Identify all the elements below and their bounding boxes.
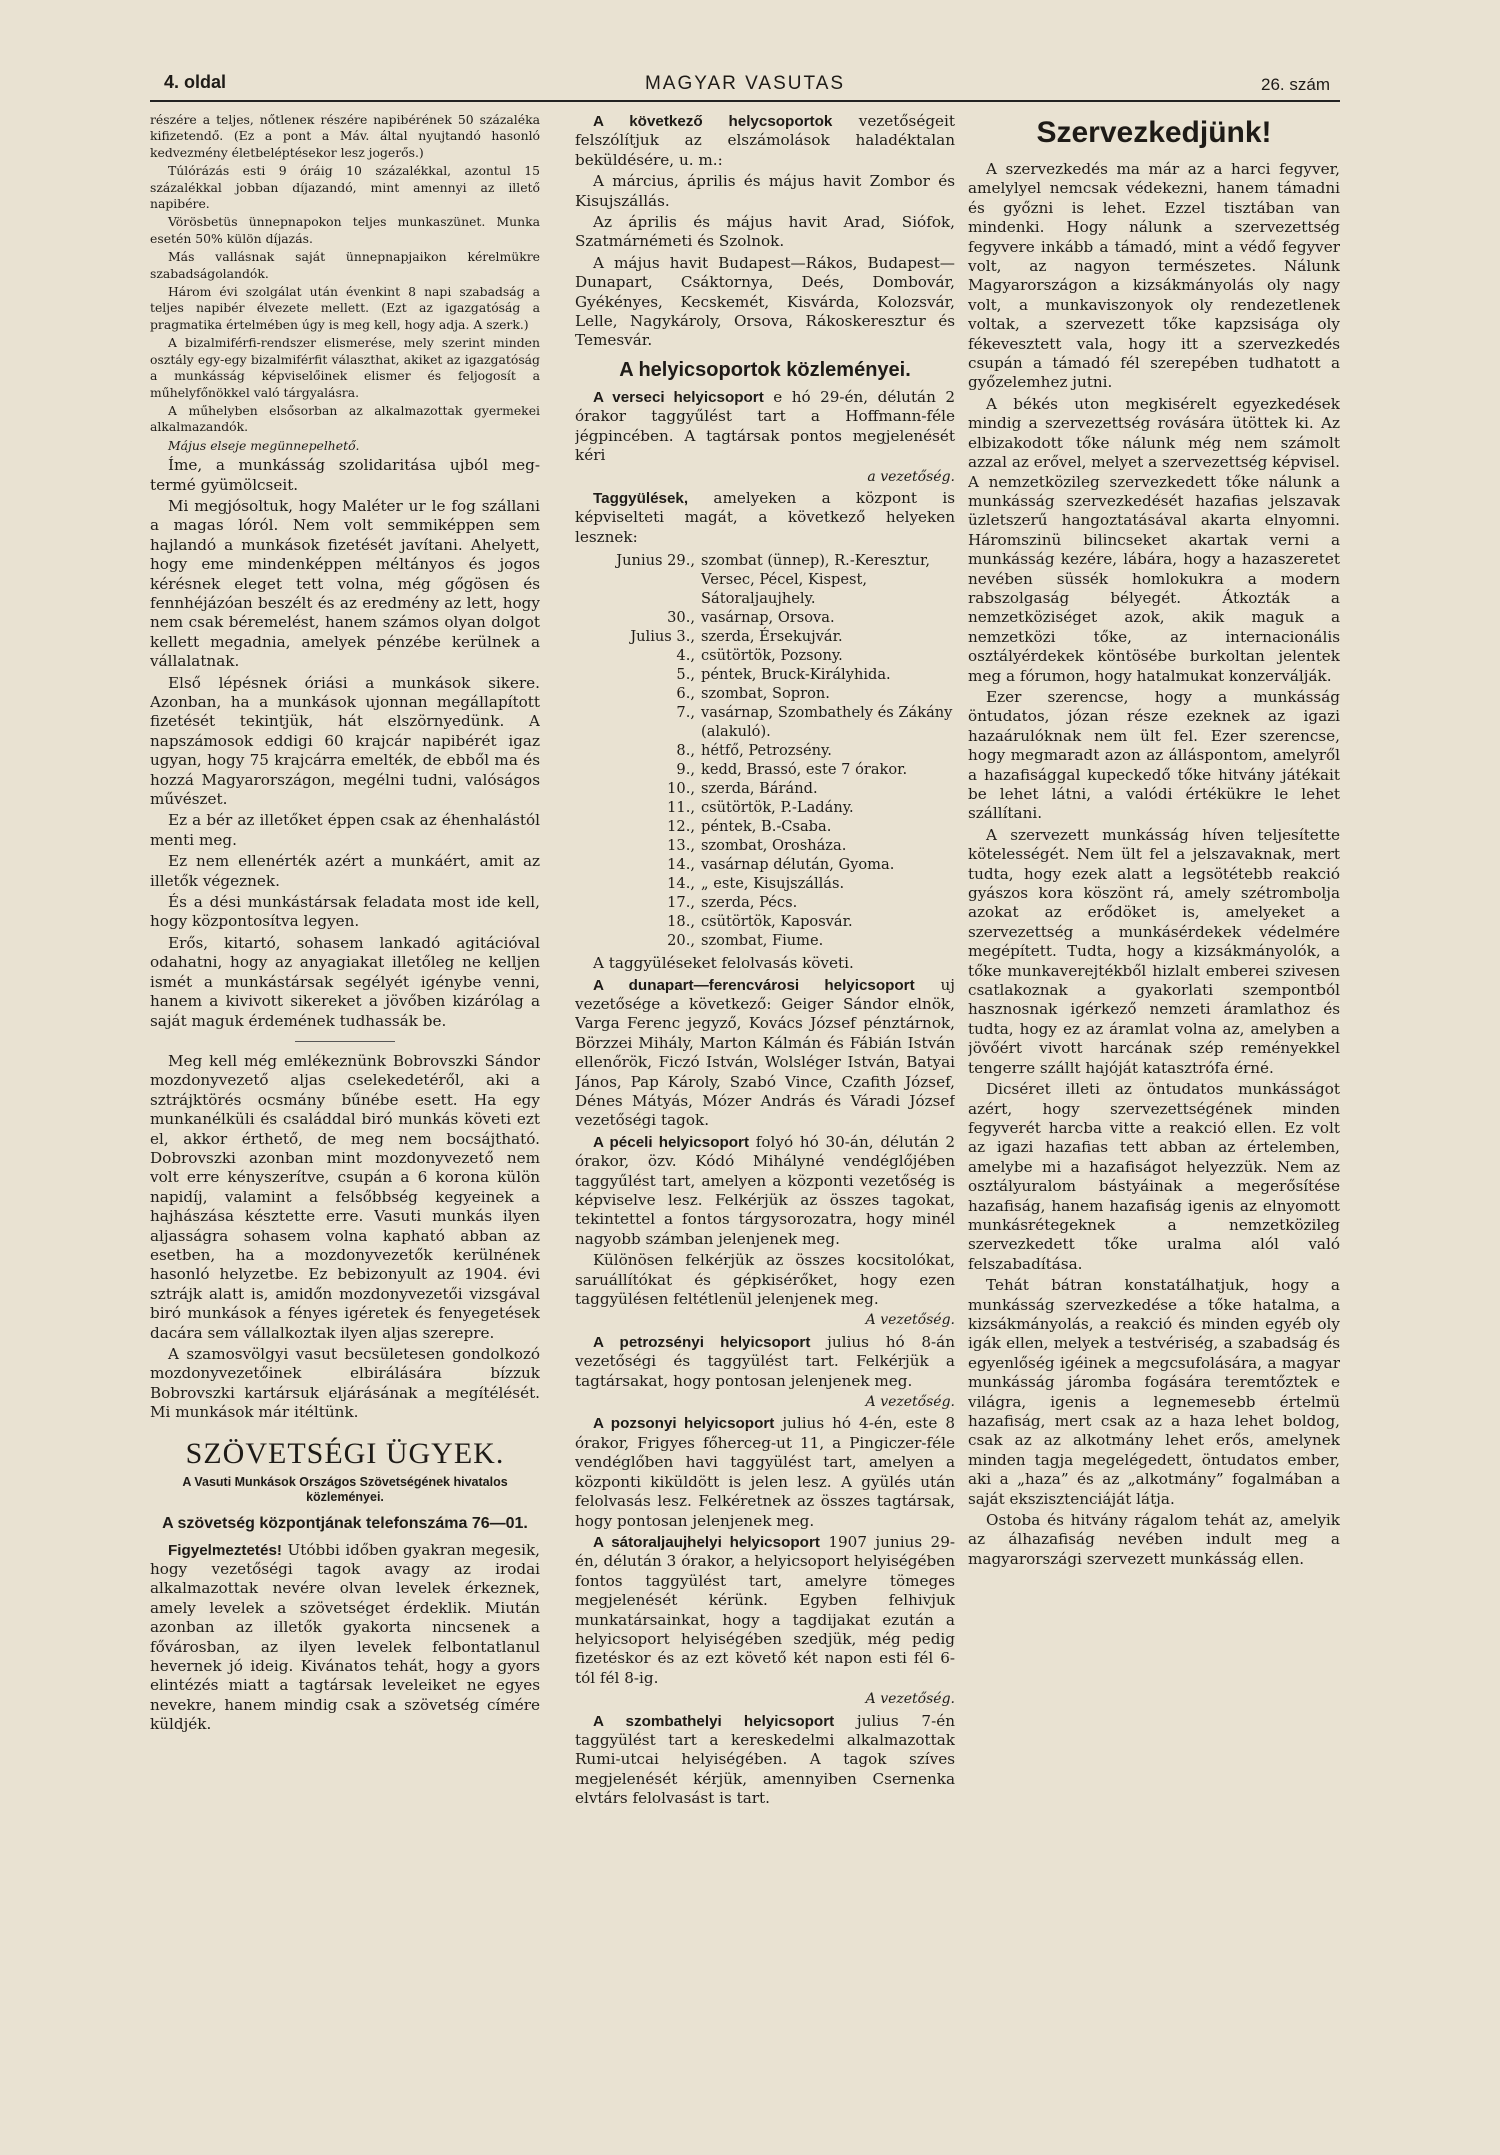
group-notice — [575, 1333, 955, 1391]
schedule-event: vasárnap, Orsova. — [701, 609, 835, 627]
schedule-date: 10., — [667, 780, 695, 798]
article-paragraph: Ezer szerencse, hogy a munkásság öntudatos, józan része ezeknek az igazi hazaárulóknak nem ült fel. Ezer szerencse, hogy megmaradt azon az álláspontom, amelyről a hazafisággal kupeckedő tőke hitvány játékait be lehet látni, a valódi értékükre le lehet szállítani. — [968, 687, 1340, 823]
schedule-date: Julius 3., — [630, 628, 695, 646]
schedule-row — [575, 684, 955, 703]
schedule-row — [575, 665, 955, 684]
article-title: Szervezkedjünk! — [1036, 116, 1272, 149]
group-notice — [575, 388, 955, 466]
schedule-row — [575, 608, 955, 627]
article-paragraph: Ez nem ellenérték azért a munkáért, amit az illetők végeznek. — [150, 852, 540, 890]
schedule-row — [575, 912, 955, 931]
group-heading: A dunapart—ferencvárosi helyicsoport — [593, 976, 915, 994]
page-number: 4. oldal — [164, 72, 227, 92]
schedule-event: vasárnap, Szombathely és Zákány (alakuló). — [701, 704, 953, 741]
article-paragraph: Első lépésnek óriási a munkások sikere. Azonban, ha a munkások ujonnan megállapított fizetését tekintjük, hát elszörnyedünk. A napszámosok eddigi 60 krajcár napibérét igaz ugyan, hogy 75 krajcárra emelték, de ebből ma és hozzá Magyarországon, megélni tudni, valóságos művészet. — [150, 673, 540, 809]
signature: A vezetőség. — [865, 1691, 955, 1708]
group-text: e hó 29-én, délután 2 órakor taggyűlést tart a Hoffmann-féle jégpincében. A tagtársak pontos megjelenését kéri — [575, 387, 955, 465]
signature: A vezetőség. — [865, 1312, 955, 1329]
schedule-date: 18., — [667, 913, 695, 931]
group-heading: A péceli helyicsoport — [593, 1133, 750, 1151]
schedule-date: 30., — [667, 609, 695, 627]
notice-text: vezetőségeit felszólítjuk az elszámolások haladéktalan beküldésére, u. m.: — [575, 112, 955, 169]
article-paragraph: Tehát bátran konstatálhatjuk, hogy a munkásság szervezkedése a tőke hatalma, a kizsákmányolás, a reakció és minden egyéb oly igák ellen, melyek a testvériség, a szabadság és egyenlőség igéinek a megcsufolására, a magyar munkásság járomba fogására teremtőztek e világra, igenis a legnemesebb értelmü hazafiság, mert csak az a haza lehet boldog, csak az az alkotmány lehet erős, amelynek minden tagja megelégedett, öntudatos ember, aki a „haza” és az „alkotmány” fogalmában a saját ekszisztenciáját látja. — [968, 1276, 1340, 1508]
group-text: amelyeken a központ is képviselteti magát, a következő helyeken lesznek: — [575, 488, 955, 546]
schedule-row — [575, 931, 955, 950]
schedule-event: szombat, Orosháza. — [701, 837, 847, 855]
schedule-date: 9., — [676, 761, 695, 779]
schedule-event: szerda, Érsekujvár. — [701, 628, 843, 646]
schedule-date: 6., — [676, 685, 695, 703]
schedule-event: szombat, Fiume. — [701, 932, 824, 950]
group-notice: Különösen felkérjük az összes kocsitolókat, saruállítókat és gépkisérőket, hogy ezen taggyülésen feltétlenül jelenjenek meg. — [575, 1251, 955, 1309]
demand-item: részére a teljes, nőtleneк részére napibérének 50 százaléka kifizetendő. (Ez a pont a Máv. által nyujtandó hasonló kedvezmény életbeléptésekor lesz jogerős.) — [150, 112, 540, 160]
schedule-event: csütörtök, P.-Ladány. — [701, 799, 854, 817]
group-heading: A petrozsényi helyicsoport — [593, 1333, 811, 1351]
schedule-date: Junius 29., — [616, 552, 695, 570]
page-header — [150, 72, 1340, 102]
schedule-row — [575, 893, 955, 912]
group-heading: A verseci helyicsoport — [593, 388, 764, 406]
signature: A vezetőség. — [865, 1394, 955, 1411]
demand-item: Túlórázás esti 9 óráig 10 százalékkal, azontul 15 százalékkal jobban díjazandó, mint amennyi az illető napibére. — [150, 163, 540, 212]
demand-item: Más vallásnak saját ünnepnapjaikon kérelmükre szabadságolandók. — [150, 249, 540, 281]
schedule-date: 17., — [667, 894, 695, 912]
schedule-event: péntek, B.-Csaba. — [701, 818, 832, 836]
article-paragraph: És a dési munkástársak feladata most ide kell, hogy központosítva legyen. — [150, 893, 540, 931]
schedule-date: 14., — [667, 875, 695, 893]
article-paragraph: Ez a bér az illetőket éppen csak az éhenhalástól menti meg. — [150, 811, 540, 849]
column-3 — [968, 112, 1340, 1992]
group-notice — [575, 1712, 955, 1809]
demands-list — [150, 112, 540, 454]
schedule-row — [575, 741, 955, 760]
article-paragraph: Erős, kitartó, sohasem lankadó agitációval odahatni, hogy az anyagiakat illetőleg ne kelljen ismét a munkástársak segélyét igénybe venni, hanem a kivivott sikereket a jövőben kizárólag a saját maguk érdemének tudhassák be. — [150, 933, 540, 1030]
article-paragraph: Ostoba és hitvány rágalom tehát az, amelyik az álhazafiság nevében indult meg a magyarországi szervezett munkásság ellen. — [968, 1511, 1340, 1568]
demand-item: Három évi szolgálat után évenkint 8 napi szabadság a teljes napibér élvezete mellett. (Ezt az igazgatóság a pragmatika értelmében úgy is meg kell, hogy adja. A szerk.) — [150, 284, 540, 332]
schedule-row — [575, 874, 955, 893]
column-2 — [575, 112, 955, 1992]
schedule-event: szerda, Pécs. — [701, 894, 798, 912]
group-text: uj vezetősége a következő: Geiger Sándor elnök, Varga Ferenc jegyző, Kovács József pénztárnok, Börzzei Mihály, Marton Kálmán és Fábián István ellenőrök, Ficzó István, Wolsléger István, Batyai János, Pap Károly, Szabó Vince, Czafith József, Dénes Mátyás, Mózer András és Váradi József vezetőségi tagok. — [575, 975, 955, 1130]
phone-notice: A szövetség központjának telefonszáma 76—01. — [162, 1514, 528, 1532]
group-text: folyó hó 30-án, délután 2 órakor, özv. Kódó Mihályné vendéglőjében taggyűlést tart, amelyen a központi vezetőség is képviselve lesz. Felkérjük az összes tagokat, tekintettel a fontos tárgysorozatra, hogy minél nagyobb számban jelenjenek meg. — [575, 1132, 955, 1248]
schedule-row — [575, 817, 955, 836]
schedule-event: csütörtök, Kaposvár. — [701, 913, 853, 931]
notice-heading: A következő helycsoportok — [593, 113, 833, 130]
schedule-row — [575, 551, 955, 608]
schedule-row — [575, 760, 955, 779]
article-paragraph: Íme, a munkásság szolidaritása ujból meg-termé gyümölcseit. — [150, 456, 540, 494]
schedule-date: 11., — [667, 799, 695, 817]
schedule-row — [575, 836, 955, 855]
schedule-event: csütörtök, Pozsony. — [701, 647, 843, 665]
schedule-event: vasárnap délután, Gyoma. — [701, 856, 895, 874]
demand-item: Május elseje megünnepelhető. — [168, 437, 360, 453]
schedule-event: szombat (ünnep), R.-Keresztur, Versec, Pécel, Kispest, Sátoraljaujhely. — [701, 552, 930, 608]
schedule-event: „ este, Kisujszállás. — [701, 875, 845, 893]
schedule-date: 20., — [667, 932, 695, 950]
article-paragraph: A békés uton megkisérelt egyezkedések mindig a szervezettség rovására ütöttek ki. Az elbizakodott tőke nálunk még nem számolt azzal az erővel, melyet a szervezettség képvisel. A nemzetközileg szervezkedett tőke nálunk a munkásság szervezkedését hazafias jelszavak üzletszerű hangoztatásával akarta elnyomni. Háromszinü bilincseket akartak verni a munkásság kezére, lábára, hogy a hazaszeretet nevében süssék homlokukra a modern rabszolgaság bélyegét. Átkozták a nemzetköziséget azok, akik maguk a nemzetközi tőke, az internacionális osztályérdekek köntösébe burkoltan jelentek meg a fórumon, hogy hatalmukat konzerválják. — [968, 394, 1340, 685]
demand-item: A műhelyben elsősorban az alkalmazottak gyermekei alkalmazandók. — [150, 402, 540, 435]
group-notice — [575, 1533, 955, 1688]
group-text: julius 7-én taggyülést tart a kereskedelmi alkalmazottak Rumi-utcai helyiségében. A tagok szíves megjelenését kérjük, amennyiben Csernenka elvtárs felolvasást is tart. — [575, 1711, 955, 1808]
demand-item: A bizalmiférfi-rendszer elismerése, mely szerint minden osztály egy-egy bizalmiférfit választhat, akiket az igazgatóság a munkásság képviselőinek elismer és feljogosít a műhelyfőnökkel való tárgyalásra. — [150, 335, 540, 400]
schedule-date: 13., — [667, 837, 695, 855]
group-text: 1907 junius 29-én, délután 3 órakor, a helyicsoport helyiségében fontos taggyülést tart, amelyre tömeges megjelenését kérünk. Egyben felhivjuk munkatársainkat, hogy a tagdijakat ezután a helyicsoport helyiségében szedjük, még pedig fizetéskor és az ezt követő két napon esti fél 6-tól fél 8-ig. — [575, 1532, 955, 1687]
group-notice — [575, 1414, 955, 1530]
group-heading: A pozsonyi helyicsoport — [593, 1415, 775, 1433]
schedule-date: 12., — [667, 818, 695, 836]
meeting-schedule — [575, 551, 955, 950]
group-text: julius hó 8-án vezetőségi és taggyülést tart. Felkérjük a tagtársakat, hogy pontosan jelenjenek meg. — [575, 1332, 955, 1390]
schedule-row — [575, 627, 955, 646]
column-1 — [150, 112, 540, 1992]
schedule-event: szombat, Sopron. — [701, 685, 830, 703]
section-subtitle: A Vasuti Munkások Országos Szövetségének hivatalos közleményei. — [182, 1474, 508, 1504]
section-title: SZÖVETSÉGI ÜGYEK. — [185, 1436, 505, 1470]
notice-line: Az április és május havit Arad, Siófok, Szatmárnémeti és Szolnok. — [575, 213, 955, 251]
group-heading: Taggyülések, — [593, 489, 689, 507]
newspaper-title: MAGYAR VASUTAS — [644, 73, 846, 94]
group-notice — [575, 489, 955, 547]
schedule-note: A taggyüléseket felolvasás követi. — [593, 954, 854, 973]
schedule-date: 14., — [667, 856, 695, 874]
schedule-date: 7., — [676, 704, 695, 722]
demand-item: Vörösbetüs ünnepnapokon teljes munkaszünet. Munka esetén 50% külön díjazás. — [150, 214, 540, 246]
article-paragraph: A szervezett munkásság híven teljesítette kötelességét. Nem ült fel a jelszavaknak, mert tudta, hogy ezek alatt a legsötétebb reakció gyászos kora köszönt rá, amely szétrombolja azokat az erődöket is, amelyeket a szervezettség a munkásérdekek védelmére megépített. Tudta, hogy a kizsákmányolók, a tőke munkaverejtékből hizlalt emberei szivesen csatlakoznak a gyakorlati szempontból hasznosnak igérkező nemzeti áramlathoz és tudta, hogy ez az áramlat volna az, amelyben a jövőért vivott harcának szép reményekkel tengerre szállt hajóját katasztrófa érné. — [968, 825, 1340, 1077]
notice-line: A március, április és május havit Zombor és Kisujszállás. — [575, 172, 955, 210]
group-text: julius hó 4-én, este 8 órakor, Frigyes főherceg-ut 11, a Pingiczer-féle vendéglőben havi taggyülést tart, amelyen a központi kiküldött is jelen lesz. A gyülés után felolvasás lesz. Felkéretnek az összes tagtársak, hogy pontosan jelenjenek meg. — [575, 1414, 955, 1530]
schedule-event: kedd, Brassó, este 7 órakor. — [701, 761, 908, 779]
group-heading: A sátoraljaujhelyi helyicsoport — [593, 1533, 820, 1551]
signature: a vezetőség. — [867, 468, 955, 485]
schedule-date: 5., — [676, 666, 695, 684]
article-paragraph: A szervezkedés ma már az a harci fegyver, amelylyel nemcsak védekezni, hanem támadni és győzni is lehet. Ezzel tisztában van mindenki. Hogy nálunk a szervezettség fegyvere inkább a támadó, mint a védő fegyver volt, az nagyon természetes. Nálunk Magyarországon a kizsákmányolás oly nagy volt, a munkaviszonyok oly rendezetlenek voltak, a szervezett tőke kapzsisága oly fékevesztett vala, hogy itt a szervezkedés csupán a támadó fél szerepében tudhatott a győzelemhez jutni. — [968, 160, 1340, 392]
group-notice — [575, 976, 955, 1131]
schedule-row — [575, 798, 955, 817]
warning-text: Utóbbi időben gyakran megesik, hogy vezetőségi tagok avagy az irodai alkalmazottak nevére olvan levelek érkeznek, amely levelek a szövetséget érdeklik. Miután azonban az illetők gyakorta nincsenek a fővárosban, az ilyen levelek felbontatlanul hevernek jó ideig. Kivánatos tehát, hogy a gyors elintézés miatt a tagtársak leveleiket ne egyes nevekre, hanem mindig csak a szövetség címére küldjék. — [150, 1540, 540, 1734]
schedule-event: hétfő, Petrozsény. — [701, 742, 832, 760]
article-paragraph: A szamosvölgyi vasut becsületesen gondolkozó mozdonyvezetőinek elbirálására bízzuk Bobrovszki kartársuk eljárásának a megítélését. Mi munkások már itéltünk. — [150, 1345, 540, 1422]
schedule-event: péntek, Bruck-Királyhida. — [701, 666, 891, 684]
article-paragraph: Meg kell még emlékeznünk Bobrovszki Sándor mozdonyvezető aljas cselekedetéről, aki a sztrájktörés ocsmány bűnébe esett. Ha egy munkanélküli és családdal biró munkás követi ezt el, akkor érthető, de meg nem bocsájtható. Dobrovszki azonban mint mozdonyvezető nem volt erre kényszerítve, csupán a 6 korona külön napidíj, valamint a felsőbbség kegyeinek a hajhászása késztette erre. Vasuti munkás ilyen aljasságra sohasem volna kapható abban az esetben, ha a mozdonyvezetők kerülnének hasonló helyzetbe. Ez bebizonyult az 1904. évi sztrájk alatt is, amidőn mozdonyvezetői vizsgával biró munkások a fényes igéretek és fenyegetések dacára sem vállalkoztak ilyen aljas szerepre. — [150, 1051, 540, 1342]
schedule-event: szerda, Báránd. — [701, 780, 818, 798]
schedule-row — [575, 646, 955, 665]
schedule-date: 4., — [676, 647, 695, 665]
issue-number: 26. szám — [1261, 75, 1330, 94]
article-paragraph: Dicséret illeti az öntudatos munkásságot azért, hogy szervezettségének minden fegyverét harcba vitte a reakció ellen. Ez volt az igazi hazafias tett abban az értelemben, amelybe mi a hazafiságot helyezzük. Nem az osztályuralom bástyáinak a megerősítése hazafiság, hanem hazafiság igenis az elnyomott munkásrétegeknek a nemzetközileg szervezkedett tőke uralma alól való felszabadítása. — [968, 1080, 1340, 1273]
schedule-date: 8., — [676, 742, 695, 760]
warning-paragraph — [150, 1541, 540, 1735]
notice-paragraph — [575, 112, 955, 170]
warning-heading: Figyelmeztetés! — [168, 1541, 282, 1559]
group-notice — [575, 1133, 955, 1249]
notice-line: A május havit Budapest—Rákos, Budapest—Dunapart, Csáktornya, Deés, Dombovár, Gyékényes, Kecskemét, Kisvárda, Kolozsvár, Lelle, Nagykároly, Orsova, Rákoskeresztur és Temesvár. — [575, 253, 955, 350]
divider — [295, 1041, 395, 1042]
section-title: A helyicsoportok közleményei. — [619, 358, 911, 381]
group-heading: A szombathelyi helyicsoport — [593, 1712, 835, 1730]
schedule-row — [575, 855, 955, 874]
schedule-row — [575, 779, 955, 798]
article-paragraph: Mi megjósoltuk, hogy Maléter ur le fog szállani a magas lóról. Nem volt semmiképpen sem hajlandó a munkások fizetését javítani. Ahelyett, hogy eme mindenképpen méltányos és jogos kérésnek eleget tett volna, még gőgösen és fennhéjázóan beszélt és az eredmény az lett, hogy nem csak béremelést, hanem számos olyan dolgot kellett megadnia, amelyek pénzébe kerülnek a vállalatnak. — [150, 496, 540, 671]
schedule-row — [575, 703, 955, 741]
